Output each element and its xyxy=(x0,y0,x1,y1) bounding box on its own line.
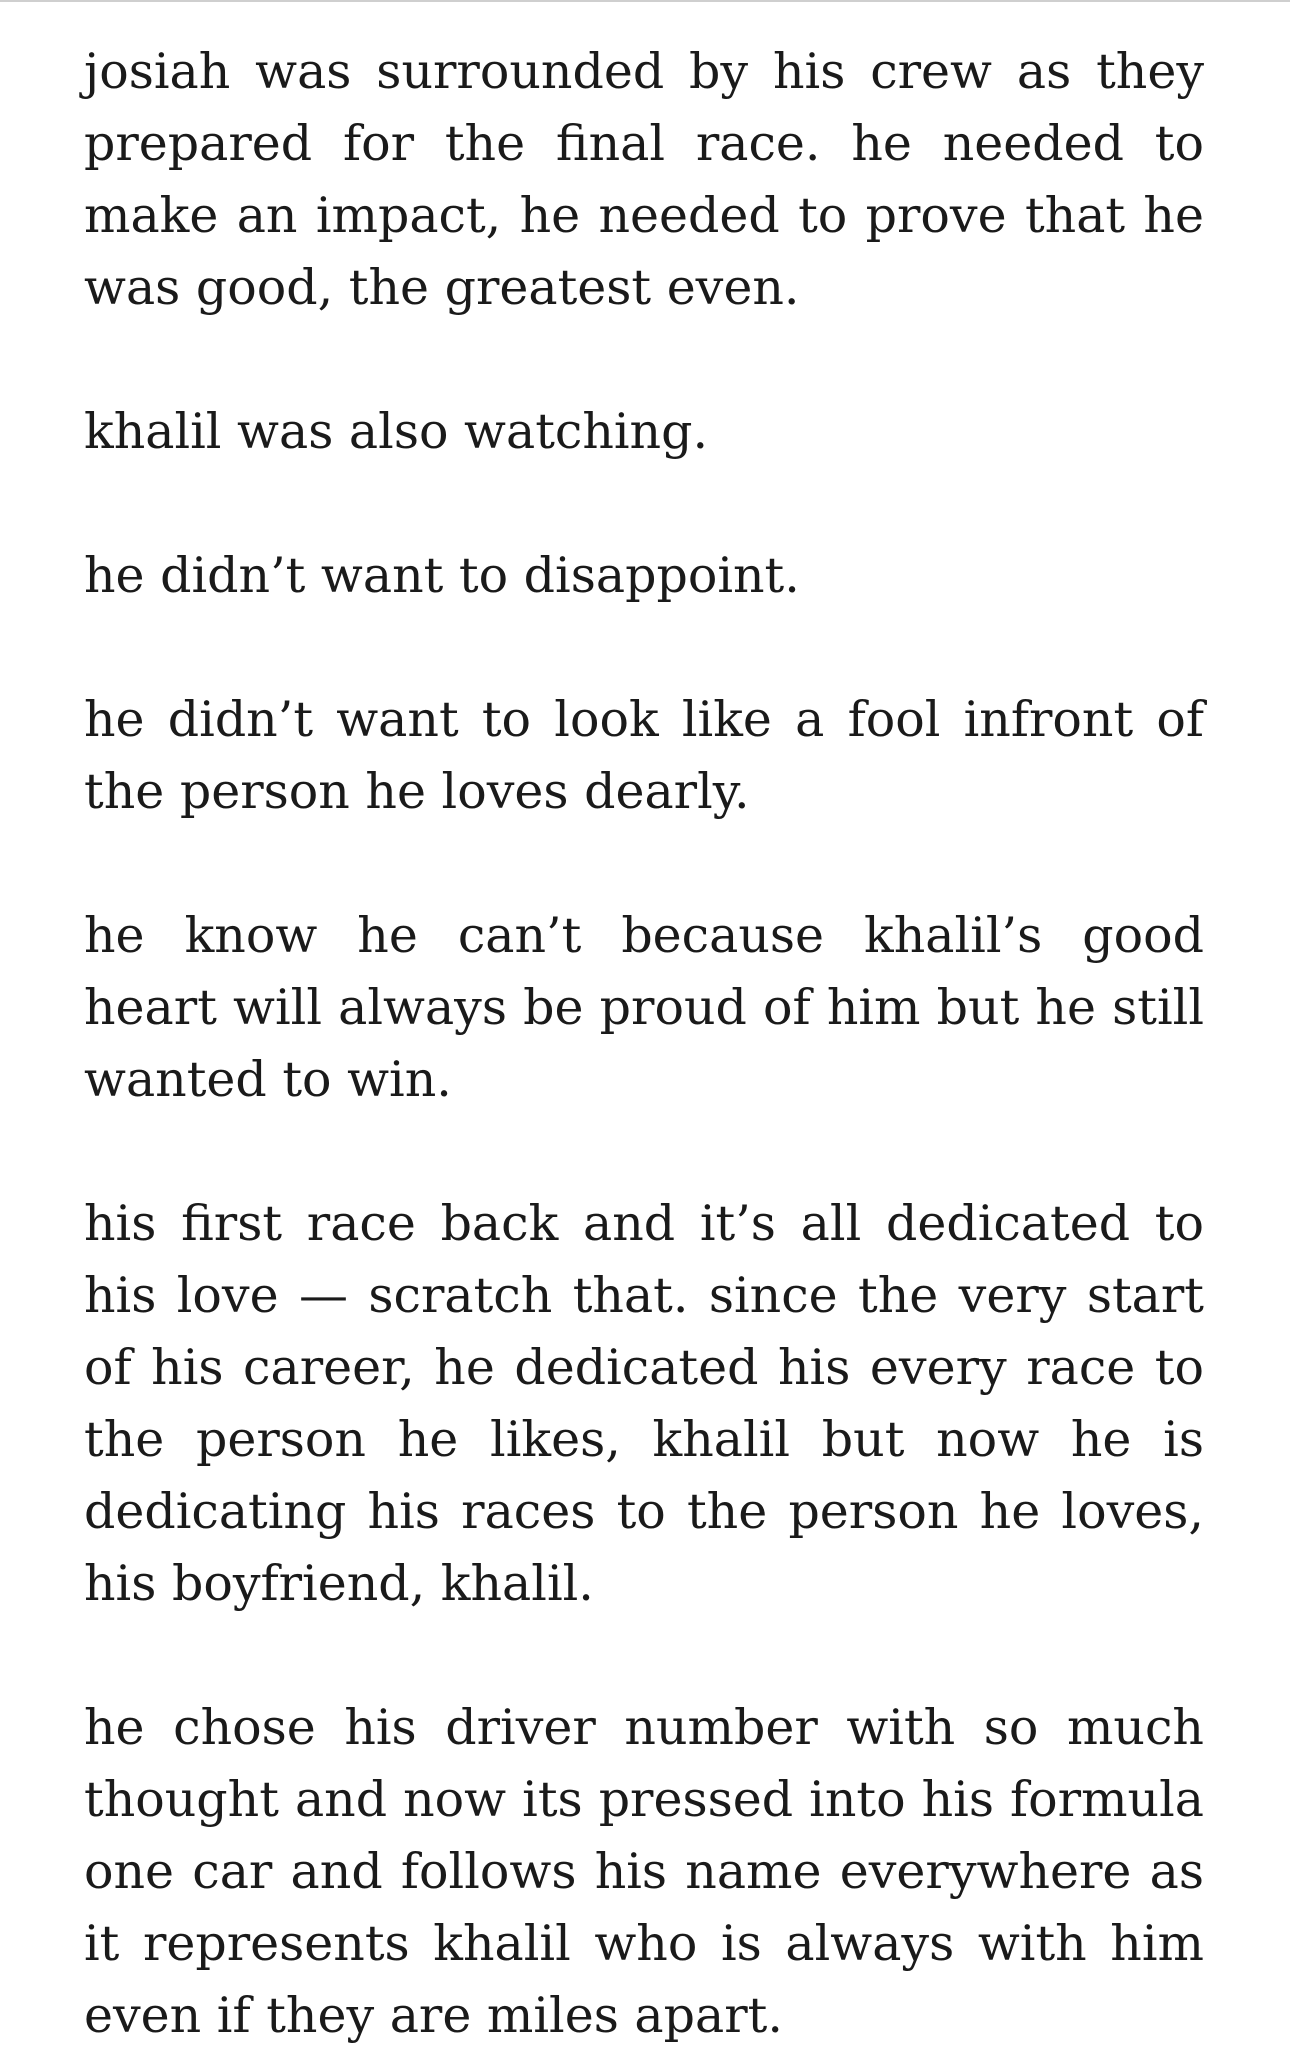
paragraph-1: josiah was surrounded by his crew as they prepared for the final race. he needed to make an impact, he needed to prove that he was good, the greatest even. xyxy=(84,43,1204,316)
story-text xyxy=(84,36,1204,2052)
paragraph-7: he chose his driver number with so much thought and now its pressed into his formula one car and follows his name everywhere as it represents khalil who is always with him even if they are miles apart. xyxy=(84,1699,1204,2044)
paragraph-4: he didn’t want to look like a fool infront of the person he loves dearly. xyxy=(84,691,1204,820)
paragraph-6: his first race back and it’s all dedicated to his love — scratch that. since the very start of his career, he dedicated his every race to the person he likes, khalil but now he is dedicating his races to the person he loves, his boyfriend, khalil. xyxy=(84,1195,1204,1612)
paragraph-3: he didn’t want to disappoint. xyxy=(84,547,800,604)
paragraph-5: he know he can’t because khalil’s good heart will always be proud of him but he still wanted to win. xyxy=(84,907,1204,1108)
top-divider xyxy=(0,0,1290,2)
paragraph-2: khalil was also watching. xyxy=(84,403,709,460)
